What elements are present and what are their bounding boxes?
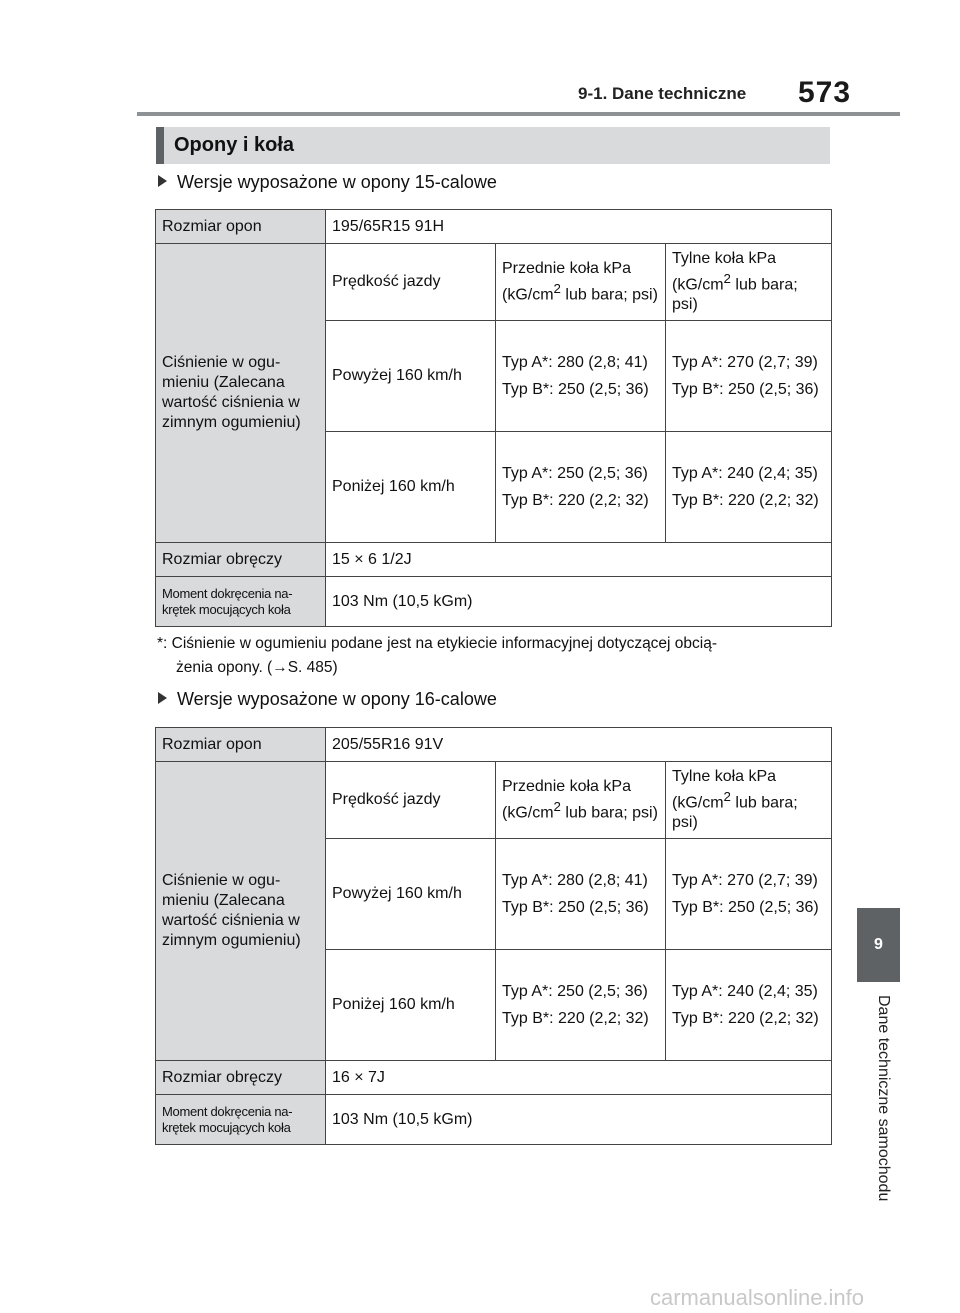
tire-size-label: Rozmiar opon bbox=[156, 728, 326, 762]
speed-above-160: Powyżej 160 km/h bbox=[326, 839, 496, 950]
unit-superscript: 2 bbox=[723, 789, 731, 804]
rear-label-text: Tylne koła kPa (kG/cm bbox=[672, 768, 777, 812]
below-front-values bbox=[496, 950, 666, 1061]
tire-size-value: 205/55R16 91V bbox=[326, 728, 832, 762]
table-row bbox=[156, 762, 832, 839]
triangle-bullet-icon bbox=[158, 175, 167, 187]
type-b-value: Typ B*: 220 (2,2; 32) bbox=[672, 491, 819, 509]
type-a-value: Typ A*: 250 (2,5; 36) bbox=[502, 464, 648, 482]
footnote-line: *: Ciśnienie w ogumieniu podane jest na etykiecie informacyjnej dotyczącej obcią- bbox=[157, 635, 718, 652]
speed-label: Prędkość jazdy bbox=[326, 762, 496, 839]
table-row bbox=[156, 543, 832, 577]
spec-table-15-inch bbox=[155, 209, 832, 627]
type-a-value: Typ A*: 270 (2,7; 39) bbox=[672, 353, 818, 371]
front-label-text: Przednie koła kPa (kG/cm bbox=[502, 260, 631, 304]
type-b-value: Typ B*: 220 (2,2; 32) bbox=[672, 1009, 819, 1027]
subheading-16-inch bbox=[158, 689, 497, 710]
section-title-accent bbox=[156, 127, 164, 164]
type-a-value: Typ A*: 280 (2,8; 41) bbox=[502, 871, 648, 889]
table-row bbox=[156, 1095, 832, 1145]
above-front-values bbox=[496, 321, 666, 432]
watermark: carmanualsonline.info bbox=[650, 1285, 865, 1310]
torque-label: Moment dokręcenia na- krętek mocujących koła bbox=[156, 1095, 326, 1145]
above-rear-values bbox=[666, 321, 832, 432]
rim-size-label: Rozmiar obręczy bbox=[156, 543, 326, 577]
speed-below-160: Poniżej 160 km/h bbox=[326, 950, 496, 1061]
unit-superscript: 2 bbox=[553, 281, 561, 296]
speed-above-160: Powyżej 160 km/h bbox=[326, 321, 496, 432]
front-wheels-header bbox=[496, 244, 666, 321]
pressure-label: Ciśnienie w ogu- mieniu (Zalecana wartość ciśnienia w zimnym ogumieniu) bbox=[156, 762, 326, 1061]
type-b-value: Typ B*: 220 (2,2; 32) bbox=[502, 491, 649, 509]
section-title-bar bbox=[156, 127, 830, 164]
table-row bbox=[156, 1061, 832, 1095]
rear-label-text: Tylne koła kPa (kG/cm bbox=[672, 250, 777, 294]
front-label-text-end: lub bara; psi) bbox=[560, 804, 658, 822]
torque-value: 103 Nm (10,5 kGm) bbox=[326, 1095, 832, 1145]
type-b-value: Typ B*: 250 (2,5; 36) bbox=[672, 898, 819, 916]
above-rear-values bbox=[666, 839, 832, 950]
type-a-value: Typ A*: 280 (2,8; 41) bbox=[502, 353, 648, 371]
triangle-bullet-icon bbox=[158, 692, 167, 704]
subheading-text: Wersje wyposażone w opony 15-calowe bbox=[177, 172, 497, 192]
type-b-value: Typ B*: 250 (2,5; 36) bbox=[502, 380, 649, 398]
running-header-section: 9-1. Dane techniczne bbox=[578, 84, 747, 103]
below-rear-values bbox=[666, 432, 832, 543]
table-row bbox=[156, 244, 832, 321]
table-row bbox=[156, 728, 832, 762]
pressure-label: Ciśnienie w ogu- mieniu (Zalecana wartość ciśnienia w zimnym ogumieniu) bbox=[156, 244, 326, 543]
subheading-text: Wersje wyposażone w opony 16-calowe bbox=[177, 689, 497, 709]
subheading-15-inch bbox=[158, 172, 497, 193]
below-front-values bbox=[496, 432, 666, 543]
speed-label: Prędkość jazdy bbox=[326, 244, 496, 321]
table-row bbox=[156, 210, 832, 244]
rear-label-text-end: lub bara; psi) bbox=[672, 276, 798, 314]
rim-size-label: Rozmiar obręczy bbox=[156, 1061, 326, 1095]
type-b-value: Typ B*: 220 (2,2; 32) bbox=[502, 1009, 649, 1027]
type-a-value: Typ A*: 240 (2,4; 35) bbox=[672, 464, 818, 482]
front-label-text: Przednie koła kPa (kG/cm bbox=[502, 778, 631, 822]
speed-below-160: Poniżej 160 km/h bbox=[326, 432, 496, 543]
rear-wheels-header bbox=[666, 762, 832, 839]
section-title: Opony i koła bbox=[174, 134, 295, 156]
tire-size-label: Rozmiar opon bbox=[156, 210, 326, 244]
type-b-value: Typ B*: 250 (2,5; 36) bbox=[502, 898, 649, 916]
header-rule bbox=[137, 112, 900, 116]
torque-value: 103 Nm (10,5 kGm) bbox=[326, 577, 832, 627]
front-label-text-end: lub bara; psi) bbox=[560, 286, 658, 304]
page-number: 573 bbox=[798, 76, 852, 109]
table-row bbox=[156, 577, 832, 627]
rear-wheels-header bbox=[666, 244, 832, 321]
chapter-side-label bbox=[866, 995, 892, 1235]
chapter-tab: 9 bbox=[857, 908, 900, 982]
footnote-line-cont: żenia opony. (→S. 485) bbox=[176, 659, 338, 676]
rim-size-value: 16 × 7J bbox=[326, 1061, 832, 1095]
rim-size-value: 15 × 6 1/2J bbox=[326, 543, 832, 577]
unit-superscript: 2 bbox=[553, 799, 561, 814]
chapter-side-label-text: Dane techniczne samochodu bbox=[875, 995, 892, 1202]
tire-size-value: 195/65R15 91H bbox=[326, 210, 832, 244]
above-front-values bbox=[496, 839, 666, 950]
torque-label: Moment dokręcenia na- krętek mocujących koła bbox=[156, 577, 326, 627]
unit-superscript: 2 bbox=[723, 271, 731, 286]
type-a-value: Typ A*: 250 (2,5; 36) bbox=[502, 982, 648, 1000]
footnote bbox=[157, 632, 837, 680]
type-a-value: Typ A*: 270 (2,7; 39) bbox=[672, 871, 818, 889]
below-rear-values bbox=[666, 950, 832, 1061]
type-b-value: Typ B*: 250 (2,5; 36) bbox=[672, 380, 819, 398]
rear-label-text-end: lub bara; psi) bbox=[672, 794, 798, 832]
type-a-value: Typ A*: 240 (2,4; 35) bbox=[672, 982, 818, 1000]
front-wheels-header bbox=[496, 762, 666, 839]
spec-table-16-inch bbox=[155, 727, 832, 1145]
